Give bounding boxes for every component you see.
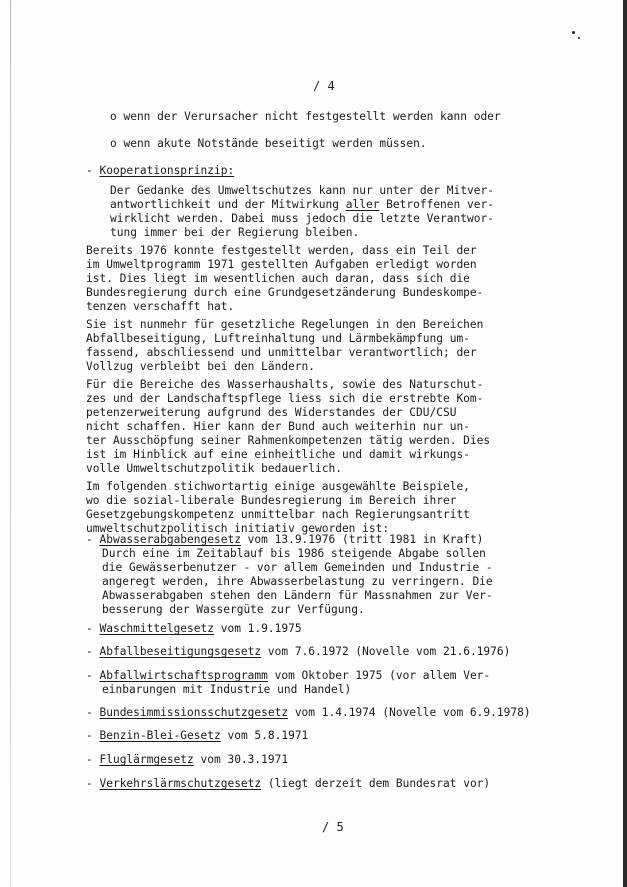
- scan-speck: [578, 37, 580, 39]
- law-item: - Abfallbeseitigungsgesetz vom 7.6.1972 (Novelle vom 21.6.1976): [86, 645, 511, 658]
- law-item: - Fluglärmgesetz vom 30.3.1971: [86, 753, 289, 766]
- page-number-top: / 4: [313, 79, 335, 93]
- scan-speck: [572, 31, 575, 34]
- page-number-bottom: / 5: [322, 820, 344, 834]
- law-item: - Verkehrslärmschutzgesetz (liegt derzeit dem Bundesrat vor): [86, 777, 491, 790]
- law-item: - Benzin-Blei-Gesetz vom 5.8.1971: [86, 729, 309, 742]
- bullet-item: o wenn der Verursacher nicht festgestellt werden kann oder: [110, 110, 501, 123]
- paragraph-wasserhaushalt-last-line: volle Umweltschutzpolitik bedauerlich.: [86, 462, 342, 475]
- law-item: - Bundesimmissionsschutzgesetz vom 1.4.1974 (Novelle vom 6.9.1978): [86, 706, 531, 719]
- section-heading: - Kooperationsprinzip:: [86, 164, 235, 177]
- bullet-item: o wenn akute Notstände beseitigt werden müssen.: [110, 137, 427, 150]
- document-page: / 4 o wenn der Verursacher nicht festgestellt werden kann oder o wenn akute Notstände beseitigt werden müssen. - Kooperationsprinzip: Der Gedanke des Umweltschutzes kann nur unter der Mitver- antwortlichkeit und der Mitwirkung aller Betroffenen ver- wirklicht werden. Dabei muss jedoch die letzte Verantwor- tung immer bei der Regierung bleiben. Bereits 1976 konnte festgestellt werden, dass ein Teil der im Umweltprogramm 1971 gestellten Aufgaben erledigt worden ist. Dies liegt im wesentlichen auch daran, dass sich die Bundesregierung durch eine Grundgesetzänderung Bundeskompe- tenzen verschafft hat. Sie ist nunmehr für gesetzliche Regelungen in den Bereichen Abfallbeseitigung, Luftreinhaltung und Lärmbekämpfung um- fassend, abschliessend und unmittelbar verantwortlich; der Vollzug verbleibt bei den Ländern. Für die Bereiche des Wasserhaushalts, sowie des Naturschut- zes und der Landschaftspflege liess sich die erstrebte Kom- petenzerweiterung aufgrund des Widerstandes der CDU/CSU nicht schaffen. Hier kann der Bund auch weiterhin nur un- ter Ausschöpfung seiner Rahmenkompetenzen tätig werden. Dies ist im Hinblick auf eine einheitliche und damit wirkungs- Im folgenden stichwortartig einige ausgewählte Beispiele, wo die sozial-liberale Bundesregierung im Bereich ihrer Gesetzgebungskompetenz unmittelbar nach Regierungsantritt umweltschutzpolitisch initiativ geworden ist: - Abwasserabgabengesetz vom 13.9.1976 (tritt 1981 in Kraft) Durch eine im Zeitablauf bis 1986 steigende Abgabe sollen die Gewässerbenutzer - vor allem Gemeinden und Industrie - angeregt werden, ihre Abwasserbelastung zu verringern. Die Abwasserabgaben stehen den Ländern für Massnahmen zur Ver- besserung der Wassergüte zur Verfügung. - Waschmittelgesetz vom 1.9.1975 - Abfallbeseitigungsgesetz vom 7.6.1972 (Novelle vom 21.6.1976) - Abfallwirtschaftsprogramm vom Oktober 1975 (vor allem Ver- einbarungen mit Industrie und Handel) - Bundesimmissionsschutzgesetz vom 1.4.1974 (Novelle vom 6.9.1978) - Benzin-Blei-Gesetz vom 5.8.1971 - Fluglärmgesetz vom 30.3.1971 - Verkehrslärmschutzgesetz (liegt derzeit dem Bundesrat vor) / 5: [0, 0, 627, 887]
- law-item: - Waschmittelgesetz vom 1.9.1975: [86, 622, 302, 635]
